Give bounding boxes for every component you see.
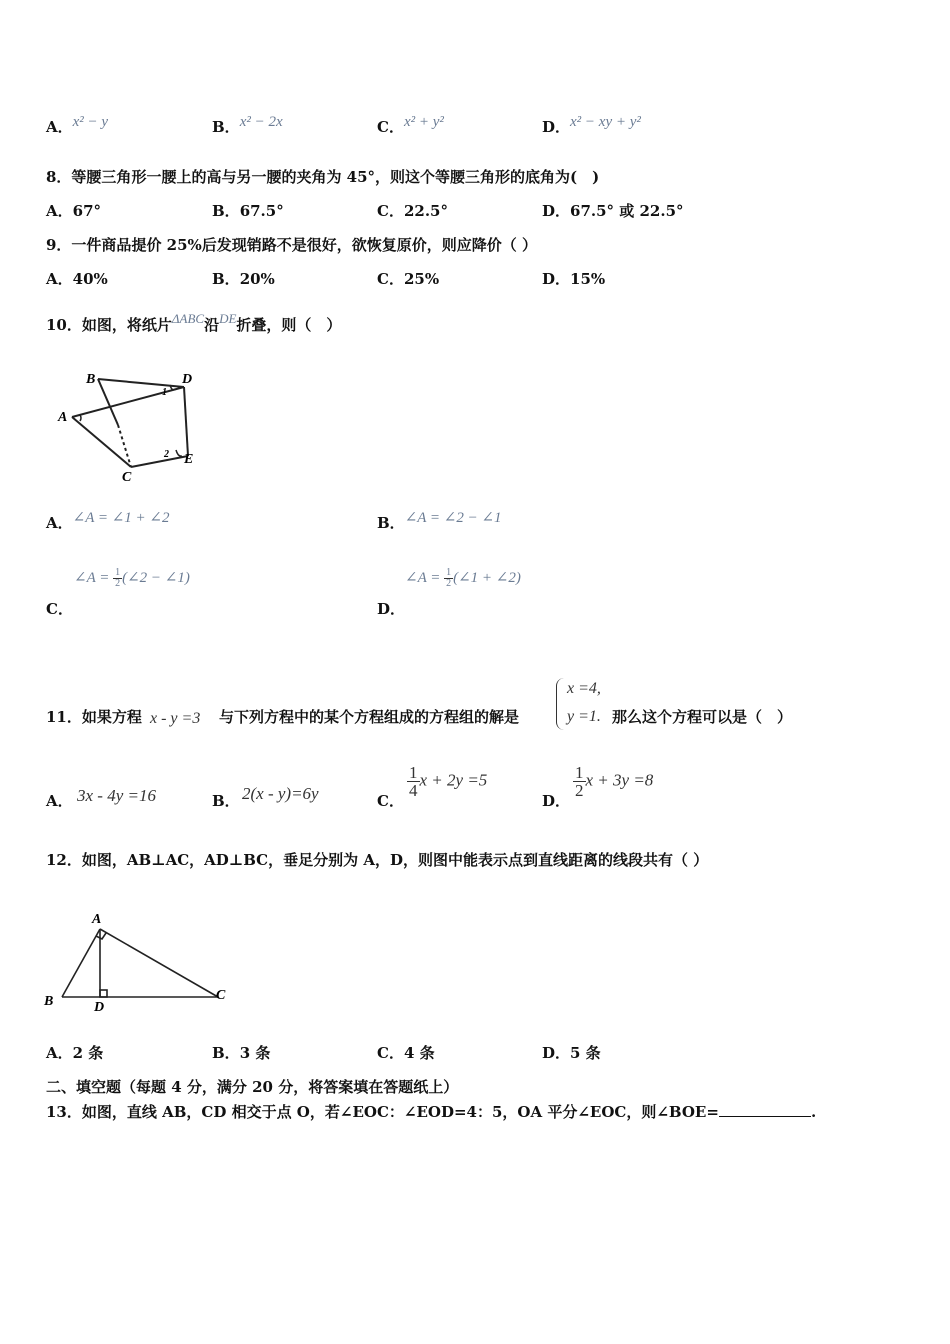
label-angle-2: 2 xyxy=(164,449,169,460)
label-b: B xyxy=(44,994,54,1009)
system-brace xyxy=(556,678,565,730)
q10-triangle: ΔABC xyxy=(171,311,205,326)
denominator: 4 xyxy=(409,781,418,800)
q10-option-d-expr xyxy=(405,568,521,589)
segment-b-solid xyxy=(98,379,118,425)
option-label: D． xyxy=(542,270,571,288)
option-text: 4 条 xyxy=(403,1044,435,1062)
option-text: 25% xyxy=(403,270,440,288)
option-text: 67° xyxy=(72,202,102,220)
angle-a-arc xyxy=(80,415,81,421)
segment-ac xyxy=(100,929,218,997)
label-angle-1: 1 xyxy=(162,387,167,398)
q11-prefix: 11．如果方程 xyxy=(46,708,142,726)
q10-mid: 沿 xyxy=(204,316,220,334)
q11-option-b-expr: 2(x - y)=6y xyxy=(242,784,319,803)
segment-de xyxy=(184,387,188,456)
expr-post: x + 2y =5 xyxy=(419,770,488,790)
option-label: B． xyxy=(212,118,240,136)
q13-stem xyxy=(46,1101,816,1122)
option-label: A． xyxy=(46,118,73,136)
numerator: 1 xyxy=(575,763,584,782)
q11-option-d-expr xyxy=(573,764,653,799)
q9-option-a xyxy=(46,268,108,289)
q8-option-a xyxy=(46,200,101,221)
option-expr: x² − 2x xyxy=(239,114,283,130)
q9-stem: 9．一件商品提价 25%后发现销路不是很好，欲恢复原价，则应降价（ ） xyxy=(46,236,538,254)
q11-option-c-expr xyxy=(407,764,487,799)
option-label: A． xyxy=(46,202,73,220)
q11-option-c-label: C． xyxy=(377,792,404,810)
option-text: 67.5° 或 22.5° xyxy=(570,202,684,220)
solution-y: y =1. xyxy=(567,708,601,725)
q10-option-d-label: D． xyxy=(377,600,406,618)
numerator: 1 xyxy=(115,567,121,579)
answer-blank[interactable] xyxy=(719,1116,811,1117)
q8-stem: 8．等腰三角形一腰上的高与另一腰的夹角为 45°，则这个等腰三角形的底角为( ) xyxy=(46,168,600,186)
q11-suffix: 那么这个方程可以是（ ） xyxy=(612,708,793,726)
q8-option-d xyxy=(542,200,684,221)
label-e: E xyxy=(184,452,194,467)
segment-bd xyxy=(98,379,184,387)
q10-option-a xyxy=(46,512,169,533)
option-text: 2 条 xyxy=(72,1044,104,1062)
denominator: 2 xyxy=(575,781,584,800)
numerator: 1 xyxy=(409,763,418,782)
q13-text: 13．如图，直线 AB，CD 相交于点 O，若∠EOC：∠EOD=4：5，OA 平分∠EOC，则∠BOE= xyxy=(46,1103,719,1121)
option-text: 5 条 xyxy=(570,1044,601,1062)
q10-option-c-expr xyxy=(74,568,190,589)
q11-option-a-label: A． xyxy=(46,792,73,810)
q11-equation: x - y =3 xyxy=(150,710,201,727)
segment-ac-folded xyxy=(72,417,131,467)
section-title: 二、填空题（每题 4 分，满分 20 分，将答案填在答题纸上） xyxy=(46,1078,459,1096)
q12-option-d xyxy=(542,1042,601,1063)
fraction xyxy=(444,568,453,589)
fraction xyxy=(573,764,586,799)
q10-option-c-label: C． xyxy=(46,600,73,618)
expr-pre: ∠A = xyxy=(74,570,114,586)
label-d: D xyxy=(182,372,193,387)
option-label: B． xyxy=(212,202,240,220)
option-expr: x² − y xyxy=(72,114,109,130)
option-label: D． xyxy=(542,118,571,136)
option-text: 20% xyxy=(239,270,275,288)
option-label: D． xyxy=(542,1044,571,1062)
q9-option-c xyxy=(377,268,439,289)
option-label: A． xyxy=(46,1044,73,1062)
option-label: B． xyxy=(212,270,240,288)
segment-ce xyxy=(131,456,188,467)
angle-2-arc xyxy=(176,450,182,456)
fraction xyxy=(407,764,420,799)
option-label: A． xyxy=(46,270,73,288)
q11-option-d-label: D． xyxy=(542,792,571,810)
q10-line: DE xyxy=(219,311,237,326)
q12-option-c xyxy=(377,1042,435,1063)
q7-option-a xyxy=(46,116,108,137)
label-c: C xyxy=(122,470,132,485)
solution-x: x =4, xyxy=(567,680,601,697)
option-label: C． xyxy=(377,118,404,136)
q11-option-b-label: B． xyxy=(212,792,240,810)
q7-option-b xyxy=(212,116,283,137)
option-text: 67.5° xyxy=(239,202,284,220)
q8-option-b xyxy=(212,200,284,221)
q13-end: . xyxy=(810,1103,817,1121)
fraction xyxy=(113,568,122,589)
numerator: 1 xyxy=(446,567,452,579)
segment-ab xyxy=(62,929,100,997)
option-text: 3 条 xyxy=(239,1044,271,1062)
option-text: 15% xyxy=(570,270,606,288)
option-text: 22.5° xyxy=(403,202,448,220)
q12-figure xyxy=(40,905,240,1017)
option-label: C． xyxy=(377,1044,404,1062)
expr-pre: ∠A = xyxy=(405,570,445,586)
q10-figure xyxy=(52,365,212,485)
right-angle-d xyxy=(100,990,107,997)
label-c: C xyxy=(216,988,226,1003)
label-d: D xyxy=(94,1000,105,1015)
q10-stem xyxy=(46,311,342,335)
option-label: B． xyxy=(212,1044,240,1062)
label-a: A xyxy=(58,410,68,425)
q9-option-d xyxy=(542,268,605,289)
q10-prefix: 10．如图，将纸片 xyxy=(46,316,172,334)
q11-option-a-expr: 3x - 4y =16 xyxy=(77,786,156,805)
q8-option-c xyxy=(377,200,448,221)
expr-post: (∠2 − ∠1) xyxy=(122,570,190,586)
label-b: B xyxy=(86,372,96,387)
option-expr: ∠A = ∠1 + ∠2 xyxy=(72,510,170,526)
q10-suffix: 折叠，则（ ） xyxy=(236,316,342,334)
option-expr: ∠A = ∠2 − ∠1 xyxy=(404,510,502,526)
q9-option-b xyxy=(212,268,275,289)
q11-mid: 与下列方程中的某个方程组成的方程组的解是 xyxy=(219,708,520,726)
option-label: A． xyxy=(46,514,73,532)
denominator: 2 xyxy=(115,578,121,590)
denominator: 2 xyxy=(446,578,452,590)
option-label: C． xyxy=(377,270,404,288)
expr-post: (∠1 + ∠2) xyxy=(453,570,521,586)
segment-ad xyxy=(72,387,184,417)
option-text: 40% xyxy=(72,270,108,288)
option-label: C． xyxy=(377,202,404,220)
q12-option-a xyxy=(46,1042,103,1063)
q10-option-b xyxy=(377,512,502,533)
label-a: A xyxy=(92,912,102,927)
q12-stem: 12．如图，AB⊥AC，AD⊥BC，垂足分别为 A，D，则图中能表示点到直线距离的线段共有（ ） xyxy=(46,851,709,869)
option-expr: x² + y² xyxy=(403,114,444,130)
q7-option-c xyxy=(377,116,444,137)
option-label: B． xyxy=(377,514,405,532)
option-expr: x² − xy + y² xyxy=(570,114,641,130)
expr-post: x + 3y =8 xyxy=(585,770,654,790)
q12-option-b xyxy=(212,1042,270,1063)
q7-option-d xyxy=(542,116,641,137)
option-label: D． xyxy=(542,202,571,220)
